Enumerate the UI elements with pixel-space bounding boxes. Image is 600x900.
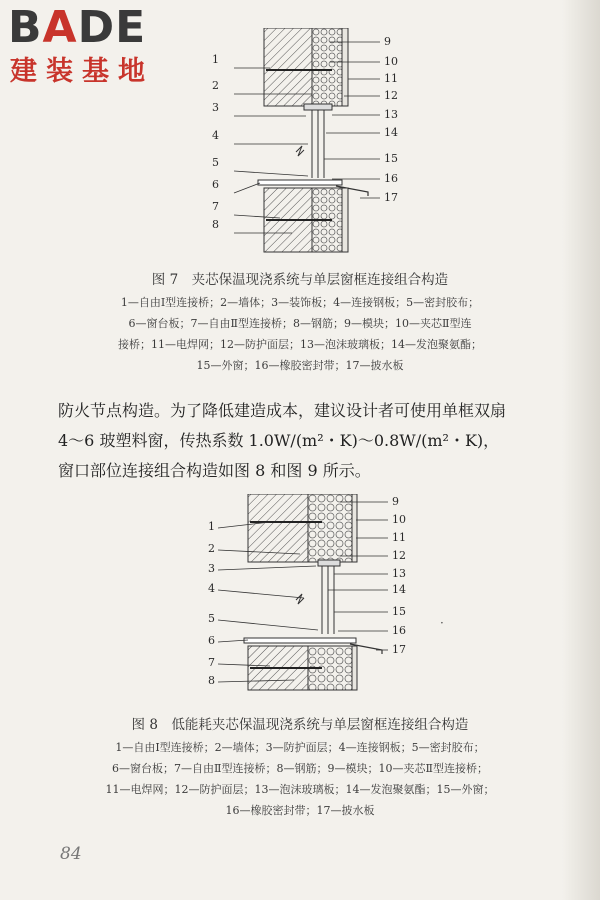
logo-wordmark: BADE xyxy=(8,2,147,53)
body-line: 防火节点构造。为了降低建造成本，建议设计者可使用单框双扇 xyxy=(58,401,507,420)
bade-logo xyxy=(8,4,178,90)
figure-8-drawing xyxy=(200,494,420,694)
page-number: 84 xyxy=(60,844,82,864)
logo-chinese-text: 建装基地 xyxy=(10,56,154,87)
figure-7-caption: 图 7 夹芯保温现浇系统与单层窗框连接组合构造 xyxy=(151,272,449,288)
legend-line: 15—外窗；16—橡胶密封带；17—披水板 xyxy=(196,359,404,372)
stray-mark: · xyxy=(440,616,444,630)
body-paragraph xyxy=(58,396,588,486)
legend-line: 6—窗台板；7—自由Ⅱ型连接桥；8—钢筋；9—模块；10—夹芯Ⅱ型连 xyxy=(128,317,472,330)
legend-line: 16—橡胶密封带；17—披水板 xyxy=(225,804,375,817)
legend-line: 接桥；11—电焊网；12—防护面层；13—泡沫玻璃板；14—发泡聚氨酯； xyxy=(118,338,482,351)
body-line: 窗口部位连接组合构造如图 8 和图 9 所示。 xyxy=(58,461,371,480)
legend-line: 1—自由Ⅰ型连接桥；2—墙体；3—装饰板；4—连接钢板；5—密封胶布； xyxy=(120,296,480,309)
body-line: 4～6 玻塑料窗，传热系数 1.0W/(m²・K)～0.8W/(m²・K)， xyxy=(58,431,500,450)
legend-line: 11—电焊网；12—防护面层；13—泡沫玻璃板；14—发泡聚氨酯；15—外窗； xyxy=(105,783,495,796)
figure-7-legend xyxy=(0,292,600,376)
legend-line: 6—窗台板；7—自由Ⅱ型连接桥；8—钢筋；9—模块；10—夹芯Ⅱ型连接桥； xyxy=(112,762,488,775)
legend-line: 1—自由Ⅰ型连接桥；2—墙体；3—防护面层；4—连接钢板；5—密封胶布； xyxy=(115,741,485,754)
figure-8-legend xyxy=(0,737,600,821)
figure-8-caption: 图 8 低能耗夹芯保温现浇系统与单层窗框连接组合构造 xyxy=(131,717,469,733)
